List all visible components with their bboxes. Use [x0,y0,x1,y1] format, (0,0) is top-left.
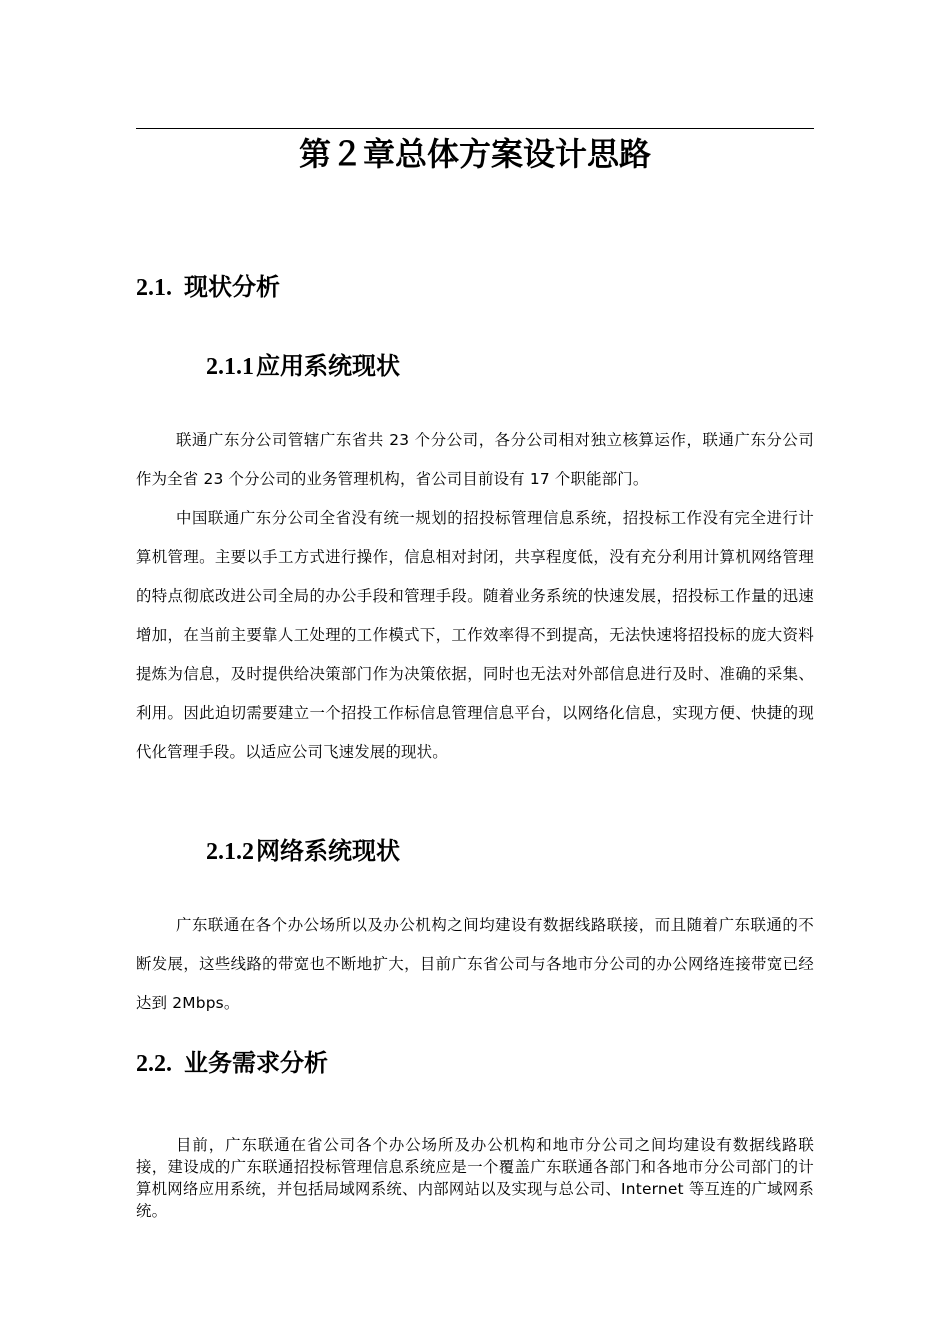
subsection-heading-2-1-1 [206,349,400,384]
paragraph: 联通广东分公司管辖广东省共 23 个分公司，各分公司相对独立核算运作，联通广东分公司作为全省 23 个分公司的业务管理机构，省公司目前设有 17 个职能部门。 [136,431,814,488]
header-rule [136,128,814,129]
section-title: 现状分析 [184,273,280,301]
subsection-number: 2.1.2 [206,839,254,865]
paragraph: 广东联通在各个办公场所以及办公机构之间均建设有数据线路联接，而且随着广东联通的不断发展，这些线路的带宽也不断地扩大，目前广东省公司与各地市分公司的办公网络连接带宽已经达到 2Mbps。 [136,916,814,1012]
subsection-heading-2-1-2 [206,834,400,869]
section-heading-2-2 [136,1046,328,1081]
section-number: 2.1. [136,275,172,301]
subsection-number: 2.1.1 [206,354,254,380]
chapter-title: 第２章总体方案设计思路 [298,135,651,173]
subsection-title: 应用系统现状 [256,352,400,380]
section-number: 2.2. [136,1051,172,1077]
paragraph: 目前，广东联通在省公司各个办公场所及办公机构和地市分公司之间均建设有数据线路联接，建设成的广东联通招投标管理信息系统应是一个覆盖广东联通各部门和各地市分公司部门的计算机网络应用系统，并包括局域网系统、内部网站以及实现与总公司、Internet 等互连的广域网系统。 [136,1136,814,1220]
paragraph: 中国联通广东分公司全省没有统一规划的招投标管理信息系统，招投标工作没有完全进行计算机管理。主要以手工方式进行操作，信息相对封闭，共享程度低，没有充分利用计算机网络管理的特点彻底改进公司全局的办公手段和管理手段。随着业务系统的快速发展，招投标工作量的迅速增加，在当前主要靠人工处理的工作模式下，工作效率得不到提高，无法快速将招投标的庞大资料提炼为信息，及时提供给决策部门作为决策依据，同时也无法对外部信息进行及时、准确的采集、利用。因此迫切需要建立一个招投工作标信息管理信息平台，以网络化信息，实现方便、快捷的现代化管理手段。以适应公司飞速发展的现状。 [136,509,814,761]
section-heading-2-1 [136,270,280,305]
section-title: 业务需求分析 [184,1049,328,1077]
subsection-title: 网络系统现状 [256,837,400,865]
